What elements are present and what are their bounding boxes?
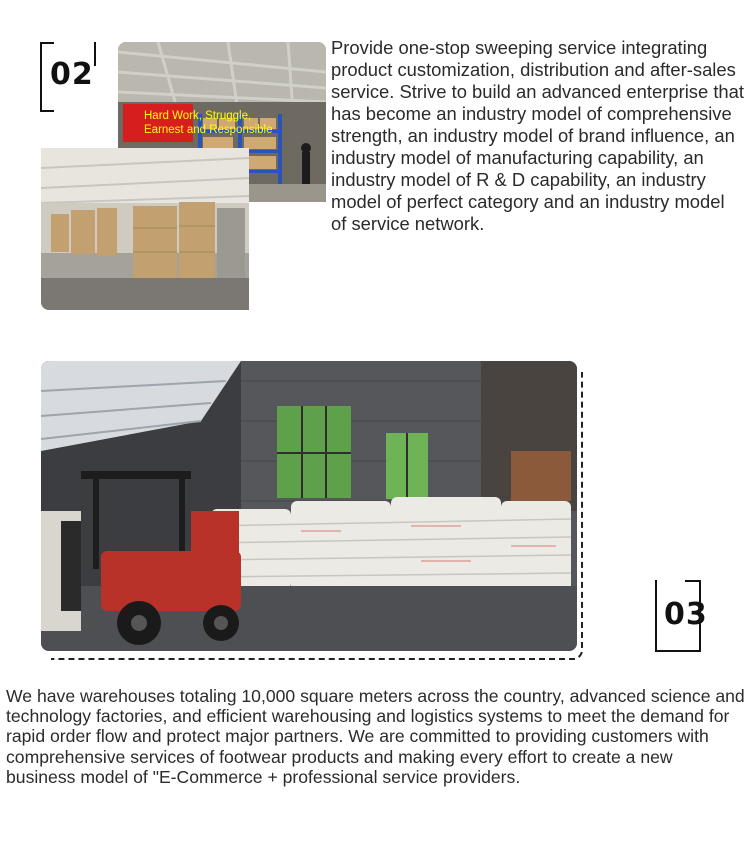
box-left-line [40, 42, 42, 112]
box-top-line [40, 42, 54, 44]
section-number-02: 02 [50, 57, 94, 92]
section-number-03-box [655, 580, 708, 652]
box-left-line [655, 580, 657, 652]
box-right-line [94, 42, 96, 66]
box-top-line [685, 580, 701, 582]
section-number-03: 03 [664, 597, 708, 632]
box-bottom-line [40, 110, 54, 112]
warehouse-cartons-photo [41, 148, 249, 310]
forklift-scene-illustration [41, 361, 577, 651]
section-number-02-box [40, 42, 92, 112]
warehouse-cartons-illustration [41, 148, 249, 310]
section2-description: We have warehouses totaling 10,000 square meters across the country, advanced science and technology factories, and efficient warehousing and logistics systems to meet the demand for rapid order flow and protect major partners. We are committed to providing customers with comprehensive services of footwear products and making every effort to create a new business model of "E-Commerce + professional service providers. [6, 686, 745, 787]
box-bottom-line [655, 650, 701, 652]
slogan-banner-line2: Earnest and Responsible [144, 124, 273, 136]
warehouse-forklift-photo [41, 361, 577, 651]
slogan-banner-line1: Hard Work, Struggle, [144, 110, 252, 122]
section1-description: Provide one-stop sweeping service integrating product customization, distribution and after-sales service. Strive to build an advanced enterprise that has become an industry model of comprehensive strength, an industry model of brand influence, an industry model of manufacturing capability, an industry model of R & D capability, an industry model of perfect category and an industry model of service network. [331, 37, 744, 234]
